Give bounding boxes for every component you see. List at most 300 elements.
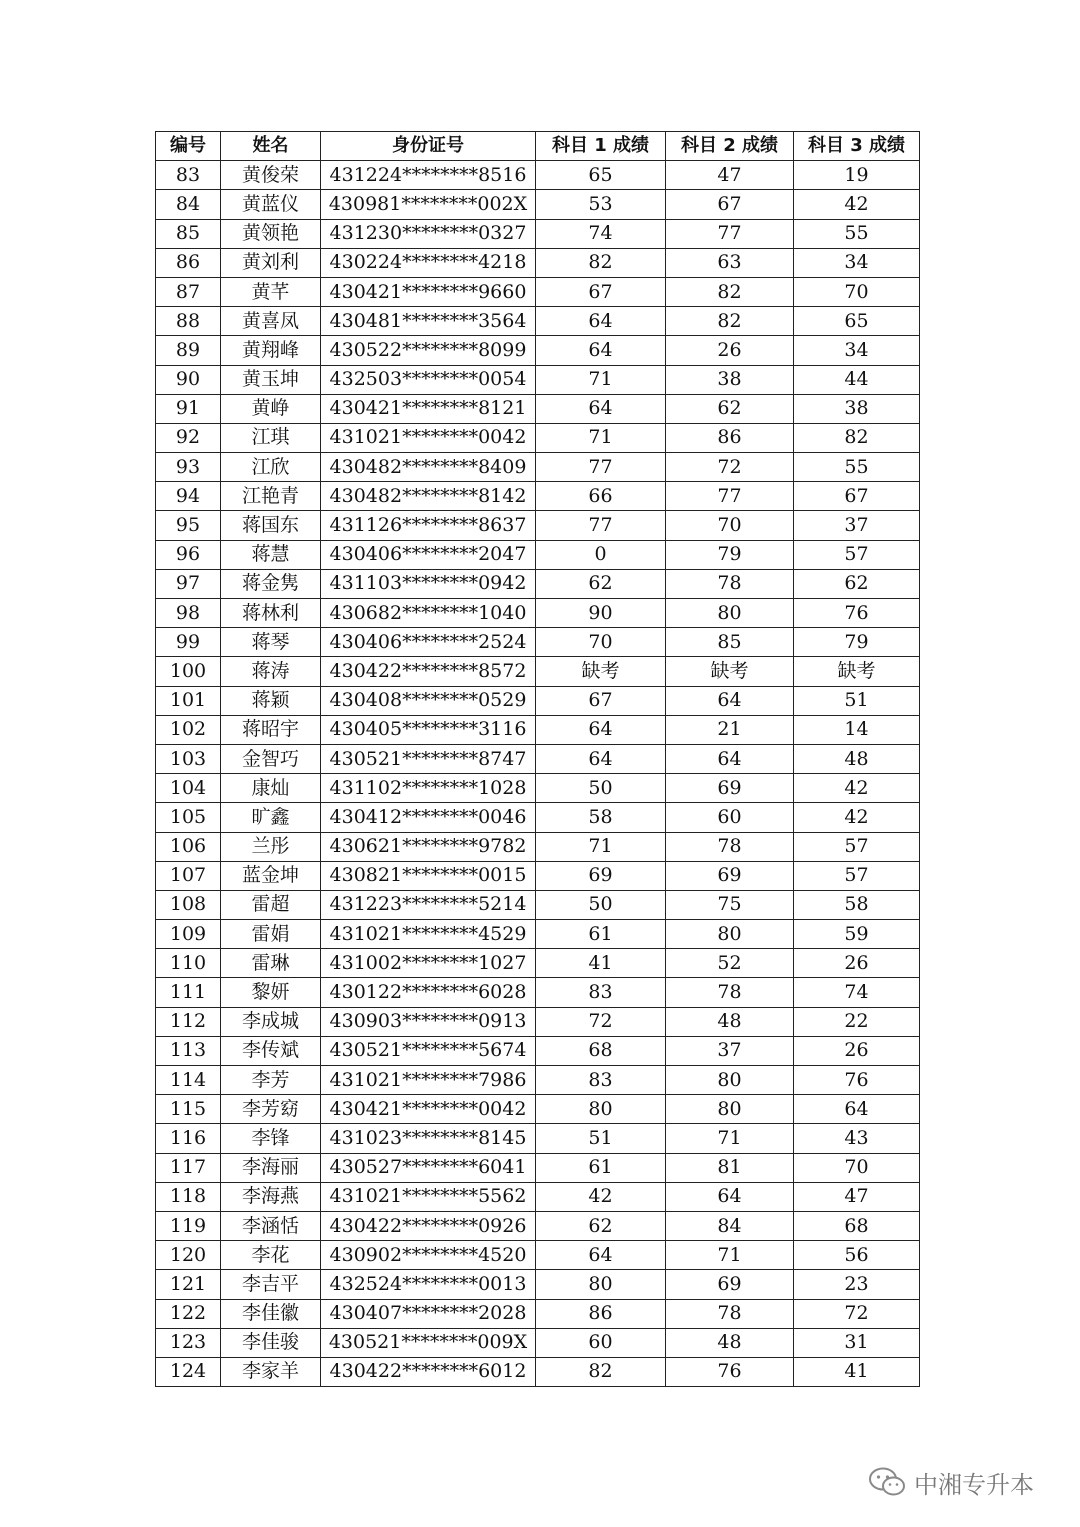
header-subject-3: 科目 3 成绩 <box>794 132 920 161</box>
cell-number: 107 <box>156 861 221 890</box>
cell-id-number: 431021********5562 <box>321 1182 536 1211</box>
cell-subject-2: 80 <box>666 1095 794 1124</box>
cell-subject-1: 74 <box>536 219 666 248</box>
cell-number: 110 <box>156 949 221 978</box>
cell-subject-3: 57 <box>794 861 920 890</box>
cell-subject-1: 67 <box>536 277 666 306</box>
cell-subject-2: 64 <box>666 686 794 715</box>
cell-id-number: 430422********0926 <box>321 1211 536 1240</box>
cell-name: 黄玉坤 <box>221 365 321 394</box>
table-row <box>156 161 920 190</box>
table-row <box>156 1007 920 1036</box>
cell-subject-1: 65 <box>536 161 666 190</box>
table-row <box>156 511 920 540</box>
cell-id-number: 431002********1027 <box>321 949 536 978</box>
cell-subject-3: 65 <box>794 307 920 336</box>
cell-name: 李成城 <box>221 1007 321 1036</box>
cell-subject-3: 42 <box>794 190 920 219</box>
cell-number: 91 <box>156 394 221 423</box>
cell-subject-1: 90 <box>536 599 666 628</box>
cell-subject-2: 82 <box>666 307 794 336</box>
table-row <box>156 1036 920 1065</box>
cell-number: 86 <box>156 248 221 277</box>
cell-subject-2: 69 <box>666 774 794 803</box>
cell-subject-1: 71 <box>536 423 666 452</box>
cell-subject-2: 47 <box>666 161 794 190</box>
cell-id-number: 431021********0042 <box>321 423 536 452</box>
cell-subject-3: 64 <box>794 1095 920 1124</box>
cell-number: 100 <box>156 657 221 686</box>
cell-subject-3: 31 <box>794 1328 920 1357</box>
cell-subject-3: 缺考 <box>794 657 920 686</box>
cell-id-number: 432503********0054 <box>321 365 536 394</box>
cell-subject-3: 74 <box>794 978 920 1007</box>
header-subject-1: 科目 1 成绩 <box>536 132 666 161</box>
cell-number: 108 <box>156 890 221 919</box>
cell-subject-2: 37 <box>666 1036 794 1065</box>
cell-subject-1: 71 <box>536 832 666 861</box>
cell-id-number: 431021********4529 <box>321 920 536 949</box>
cell-subject-3: 42 <box>794 774 920 803</box>
cell-subject-1: 51 <box>536 1124 666 1153</box>
cell-name: 蒋林利 <box>221 599 321 628</box>
cell-name: 蒋昭宇 <box>221 715 321 744</box>
cell-number: 105 <box>156 803 221 832</box>
table-row <box>156 277 920 306</box>
cell-subject-2: 63 <box>666 248 794 277</box>
cell-subject-3: 42 <box>794 803 920 832</box>
cell-name: 蒋琴 <box>221 628 321 657</box>
cell-subject-2: 69 <box>666 861 794 890</box>
cell-name: 康灿 <box>221 774 321 803</box>
table-row <box>156 715 920 744</box>
cell-name: 雷超 <box>221 890 321 919</box>
cell-id-number: 430421********8121 <box>321 394 536 423</box>
cell-name: 李传斌 <box>221 1036 321 1065</box>
cell-subject-2: 78 <box>666 832 794 861</box>
cell-subject-3: 37 <box>794 511 920 540</box>
cell-subject-2: 79 <box>666 540 794 569</box>
cell-subject-1: 77 <box>536 511 666 540</box>
cell-subject-3: 34 <box>794 248 920 277</box>
cell-subject-1: 80 <box>536 1270 666 1299</box>
cell-subject-3: 56 <box>794 1241 920 1270</box>
cell-subject-2: 48 <box>666 1007 794 1036</box>
cell-name: 兰彤 <box>221 832 321 861</box>
table-row <box>156 774 920 803</box>
cell-subject-1: 61 <box>536 920 666 949</box>
watermark <box>868 1462 1034 1502</box>
cell-subject-1: 66 <box>536 482 666 511</box>
cell-subject-2: 78 <box>666 569 794 598</box>
cell-number: 99 <box>156 628 221 657</box>
cell-subject-2: 62 <box>666 394 794 423</box>
cell-id-number: 430682********1040 <box>321 599 536 628</box>
cell-number: 92 <box>156 423 221 452</box>
cell-number: 97 <box>156 569 221 598</box>
cell-subject-3: 23 <box>794 1270 920 1299</box>
cell-subject-3: 26 <box>794 949 920 978</box>
cell-subject-1: 68 <box>536 1036 666 1065</box>
cell-subject-2: 78 <box>666 978 794 1007</box>
cell-name: 李海丽 <box>221 1153 321 1182</box>
cell-subject-2: 78 <box>666 1299 794 1328</box>
cell-name: 李佳徽 <box>221 1299 321 1328</box>
cell-name: 蒋颖 <box>221 686 321 715</box>
table-row <box>156 423 920 452</box>
cell-name: 江欣 <box>221 453 321 482</box>
cell-number: 90 <box>156 365 221 394</box>
header-number: 编号 <box>156 132 221 161</box>
cell-number: 124 <box>156 1357 221 1386</box>
cell-subject-2: 26 <box>666 336 794 365</box>
cell-subject-1: 41 <box>536 949 666 978</box>
cell-subject-2: 71 <box>666 1241 794 1270</box>
cell-number: 118 <box>156 1182 221 1211</box>
cell-subject-1: 82 <box>536 248 666 277</box>
cell-id-number: 431224********8516 <box>321 161 536 190</box>
cell-number: 113 <box>156 1036 221 1065</box>
cell-name: 蒋慧 <box>221 540 321 569</box>
cell-id-number: 430621********9782 <box>321 832 536 861</box>
cell-subject-2: 86 <box>666 423 794 452</box>
table-row <box>156 248 920 277</box>
cell-id-number: 430224********4218 <box>321 248 536 277</box>
cell-subject-3: 72 <box>794 1299 920 1328</box>
cell-subject-2: 71 <box>666 1124 794 1153</box>
header-subject-2: 科目 2 成绩 <box>666 132 794 161</box>
table-row <box>156 1299 920 1328</box>
cell-id-number: 431230********0327 <box>321 219 536 248</box>
cell-id-number: 430406********2047 <box>321 540 536 569</box>
cell-name: 黄芊 <box>221 277 321 306</box>
table-row <box>156 1357 920 1386</box>
cell-name: 雷娟 <box>221 920 321 949</box>
cell-id-number: 430902********4520 <box>321 1241 536 1270</box>
cell-name: 江艳青 <box>221 482 321 511</box>
cell-subject-2: 80 <box>666 920 794 949</box>
cell-name: 蒋金隽 <box>221 569 321 598</box>
cell-subject-2: 64 <box>666 744 794 773</box>
table-row <box>156 394 920 423</box>
cell-subject-1: 80 <box>536 1095 666 1124</box>
cell-subject-1: 82 <box>536 1357 666 1386</box>
cell-subject-2: 38 <box>666 365 794 394</box>
cell-id-number: 430412********0046 <box>321 803 536 832</box>
cell-subject-3: 58 <box>794 890 920 919</box>
cell-number: 98 <box>156 599 221 628</box>
cell-name: 黄喜凤 <box>221 307 321 336</box>
cell-subject-1: 72 <box>536 1007 666 1036</box>
cell-subject-1: 64 <box>536 394 666 423</box>
table-row <box>156 540 920 569</box>
table-row <box>156 1066 920 1095</box>
cell-subject-3: 55 <box>794 453 920 482</box>
table-row <box>156 1124 920 1153</box>
table-row <box>156 978 920 1007</box>
cell-id-number: 430421********9660 <box>321 277 536 306</box>
cell-subject-2: 60 <box>666 803 794 832</box>
cell-subject-3: 44 <box>794 365 920 394</box>
cell-number: 106 <box>156 832 221 861</box>
cell-id-number: 430122********6028 <box>321 978 536 1007</box>
table-row <box>156 1095 920 1124</box>
cell-number: 94 <box>156 482 221 511</box>
table-row <box>156 482 920 511</box>
cell-subject-1: 70 <box>536 628 666 657</box>
table-row <box>156 832 920 861</box>
cell-number: 117 <box>156 1153 221 1182</box>
cell-subject-2: 52 <box>666 949 794 978</box>
cell-subject-1: 83 <box>536 1066 666 1095</box>
cell-name: 李芳窈 <box>221 1095 321 1124</box>
table-row <box>156 1270 920 1299</box>
cell-subject-2: 70 <box>666 511 794 540</box>
cell-subject-1: 缺考 <box>536 657 666 686</box>
table-row <box>156 599 920 628</box>
header-id-number: 身份证号 <box>321 132 536 161</box>
cell-id-number: 430903********0913 <box>321 1007 536 1036</box>
cell-subject-1: 86 <box>536 1299 666 1328</box>
cell-name: 黄俊荣 <box>221 161 321 190</box>
cell-subject-2: 67 <box>666 190 794 219</box>
watermark-text: 中湘专升本 <box>914 1470 1034 1499</box>
cell-number: 102 <box>156 715 221 744</box>
table-row <box>156 949 920 978</box>
cell-subject-1: 62 <box>536 569 666 598</box>
cell-subject-2: 82 <box>666 277 794 306</box>
cell-name: 蓝金坤 <box>221 861 321 890</box>
table-row <box>156 1328 920 1357</box>
score-table <box>155 131 920 1387</box>
cell-id-number: 430422********8572 <box>321 657 536 686</box>
cell-subject-1: 0 <box>536 540 666 569</box>
cell-subject-3: 68 <box>794 1211 920 1240</box>
cell-id-number: 431126********8637 <box>321 511 536 540</box>
cell-name: 黎妍 <box>221 978 321 1007</box>
cell-subject-3: 67 <box>794 482 920 511</box>
cell-number: 93 <box>156 453 221 482</box>
cell-subject-3: 48 <box>794 744 920 773</box>
cell-subject-1: 42 <box>536 1182 666 1211</box>
cell-id-number: 430527********6041 <box>321 1153 536 1182</box>
cell-name: 李吉平 <box>221 1270 321 1299</box>
cell-id-number: 430407********2028 <box>321 1299 536 1328</box>
cell-subject-3: 59 <box>794 920 920 949</box>
cell-subject-3: 57 <box>794 832 920 861</box>
cell-name: 黄领艳 <box>221 219 321 248</box>
table-row <box>156 365 920 394</box>
header-name: 姓名 <box>221 132 321 161</box>
cell-id-number: 431102********1028 <box>321 774 536 803</box>
cell-subject-2: 85 <box>666 628 794 657</box>
cell-id-number: 430406********2524 <box>321 628 536 657</box>
cell-id-number: 430482********8142 <box>321 482 536 511</box>
table-row <box>156 628 920 657</box>
cell-subject-1: 69 <box>536 861 666 890</box>
cell-subject-2: 21 <box>666 715 794 744</box>
cell-subject-3: 43 <box>794 1124 920 1153</box>
cell-subject-2: 76 <box>666 1357 794 1386</box>
cell-id-number: 430405********3116 <box>321 715 536 744</box>
cell-name: 金智巧 <box>221 744 321 773</box>
cell-id-number: 431021********7986 <box>321 1066 536 1095</box>
cell-number: 114 <box>156 1066 221 1095</box>
table-row <box>156 219 920 248</box>
cell-id-number: 430522********8099 <box>321 336 536 365</box>
cell-subject-1: 61 <box>536 1153 666 1182</box>
cell-id-number: 430422********6012 <box>321 1357 536 1386</box>
cell-subject-2: 缺考 <box>666 657 794 686</box>
cell-subject-2: 77 <box>666 482 794 511</box>
cell-number: 122 <box>156 1299 221 1328</box>
cell-subject-3: 26 <box>794 1036 920 1065</box>
cell-number: 89 <box>156 336 221 365</box>
cell-id-number: 430481********3564 <box>321 307 536 336</box>
cell-number: 85 <box>156 219 221 248</box>
cell-subject-3: 41 <box>794 1357 920 1386</box>
cell-id-number: 430821********0015 <box>321 861 536 890</box>
cell-number: 83 <box>156 161 221 190</box>
cell-subject-3: 51 <box>794 686 920 715</box>
cell-name: 蒋涛 <box>221 657 321 686</box>
table-row <box>156 336 920 365</box>
cell-subject-2: 48 <box>666 1328 794 1357</box>
cell-id-number: 431103********0942 <box>321 569 536 598</box>
table-row <box>156 920 920 949</box>
table-row <box>156 744 920 773</box>
cell-subject-1: 71 <box>536 365 666 394</box>
cell-number: 96 <box>156 540 221 569</box>
table-row <box>156 861 920 890</box>
cell-name: 黄刘利 <box>221 248 321 277</box>
cell-id-number: 430521********8747 <box>321 744 536 773</box>
cell-id-number: 430421********0042 <box>321 1095 536 1124</box>
cell-name: 李花 <box>221 1241 321 1270</box>
cell-id-number: 432524********0013 <box>321 1270 536 1299</box>
cell-number: 88 <box>156 307 221 336</box>
cell-subject-3: 76 <box>794 1066 920 1095</box>
cell-subject-3: 19 <box>794 161 920 190</box>
table-row <box>156 1241 920 1270</box>
cell-name: 黄蓝仪 <box>221 190 321 219</box>
cell-subject-1: 64 <box>536 307 666 336</box>
cell-number: 101 <box>156 686 221 715</box>
cell-subject-1: 77 <box>536 453 666 482</box>
cell-subject-2: 80 <box>666 599 794 628</box>
cell-subject-1: 62 <box>536 1211 666 1240</box>
cell-name: 黄翔峰 <box>221 336 321 365</box>
cell-subject-2: 80 <box>666 1066 794 1095</box>
cell-name: 李芳 <box>221 1066 321 1095</box>
cell-id-number: 430981********002X <box>321 190 536 219</box>
cell-number: 109 <box>156 920 221 949</box>
cell-number: 116 <box>156 1124 221 1153</box>
table-row <box>156 569 920 598</box>
table-row <box>156 890 920 919</box>
cell-subject-3: 55 <box>794 219 920 248</box>
table-row <box>156 453 920 482</box>
cell-subject-1: 64 <box>536 744 666 773</box>
cell-number: 103 <box>156 744 221 773</box>
cell-number: 119 <box>156 1211 221 1240</box>
cell-subject-3: 70 <box>794 277 920 306</box>
cell-subject-2: 64 <box>666 1182 794 1211</box>
cell-subject-3: 70 <box>794 1153 920 1182</box>
cell-number: 115 <box>156 1095 221 1124</box>
cell-subject-1: 83 <box>536 978 666 1007</box>
cell-name: 李佳骏 <box>221 1328 321 1357</box>
cell-subject-1: 58 <box>536 803 666 832</box>
cell-id-number: 430482********8409 <box>321 453 536 482</box>
cell-number: 87 <box>156 277 221 306</box>
cell-id-number: 430521********009X <box>321 1328 536 1357</box>
wechat-icon <box>868 1467 906 1497</box>
cell-number: 121 <box>156 1270 221 1299</box>
cell-subject-2: 69 <box>666 1270 794 1299</box>
cell-name: 李涵恬 <box>221 1211 321 1240</box>
table-row <box>156 686 920 715</box>
cell-subject-3: 57 <box>794 540 920 569</box>
header-row <box>156 132 920 161</box>
cell-number: 104 <box>156 774 221 803</box>
cell-subject-1: 64 <box>536 1241 666 1270</box>
cell-name: 蒋国东 <box>221 511 321 540</box>
cell-subject-1: 60 <box>536 1328 666 1357</box>
cell-subject-2: 72 <box>666 453 794 482</box>
cell-id-number: 430408********0529 <box>321 686 536 715</box>
cell-subject-1: 50 <box>536 890 666 919</box>
table-row <box>156 190 920 219</box>
cell-subject-3: 34 <box>794 336 920 365</box>
cell-subject-3: 62 <box>794 569 920 598</box>
cell-subject-3: 79 <box>794 628 920 657</box>
cell-subject-1: 50 <box>536 774 666 803</box>
cell-subject-3: 47 <box>794 1182 920 1211</box>
cell-subject-3: 38 <box>794 394 920 423</box>
cell-name: 江琪 <box>221 423 321 452</box>
cell-number: 84 <box>156 190 221 219</box>
table-row <box>156 307 920 336</box>
cell-subject-1: 64 <box>536 715 666 744</box>
cell-subject-2: 77 <box>666 219 794 248</box>
cell-number: 111 <box>156 978 221 1007</box>
cell-name: 黄峥 <box>221 394 321 423</box>
cell-id-number: 430521********5674 <box>321 1036 536 1065</box>
table-row <box>156 657 920 686</box>
table-row <box>156 1182 920 1211</box>
cell-name: 李锋 <box>221 1124 321 1153</box>
cell-subject-3: 14 <box>794 715 920 744</box>
cell-subject-1: 53 <box>536 190 666 219</box>
cell-subject-2: 84 <box>666 1211 794 1240</box>
table-row <box>156 803 920 832</box>
cell-id-number: 431223********5214 <box>321 890 536 919</box>
table-body <box>156 161 920 1387</box>
cell-subject-3: 76 <box>794 599 920 628</box>
cell-subject-1: 67 <box>536 686 666 715</box>
cell-number: 95 <box>156 511 221 540</box>
cell-subject-3: 22 <box>794 1007 920 1036</box>
cell-subject-1: 64 <box>536 336 666 365</box>
table-row <box>156 1153 920 1182</box>
cell-number: 123 <box>156 1328 221 1357</box>
table-row <box>156 1211 920 1240</box>
cell-id-number: 431023********8145 <box>321 1124 536 1153</box>
cell-subject-3: 82 <box>794 423 920 452</box>
cell-name: 李家羊 <box>221 1357 321 1386</box>
cell-name: 雷琳 <box>221 949 321 978</box>
